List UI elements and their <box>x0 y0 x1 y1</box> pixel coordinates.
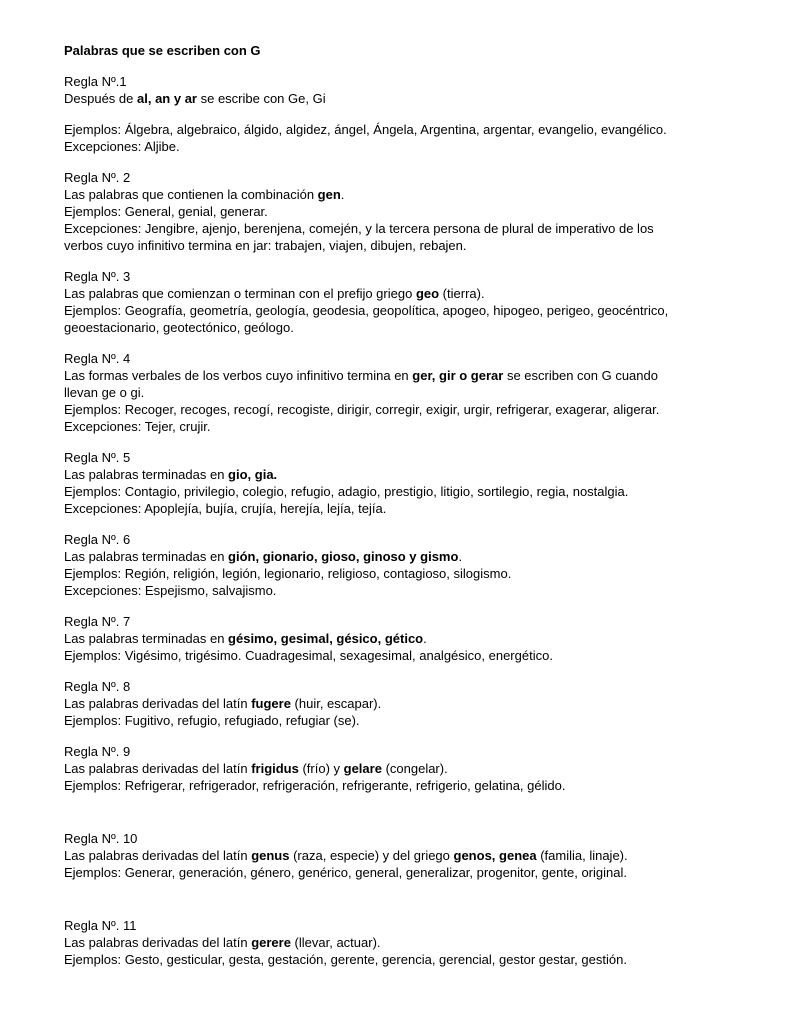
text-segment: Regla Nº. 9 <box>64 744 131 759</box>
text-line <box>64 917 741 934</box>
text-line <box>64 466 741 483</box>
text-segment: Ejemplos: Gesto, gesticular, gesta, gestación, gerente, gerencia, gerencial, gestor gestar, gestión. <box>64 952 627 967</box>
bold-text-segment: fugere <box>251 696 291 711</box>
text-line <box>64 712 741 729</box>
text-segment: llevan ge o gi. <box>64 385 145 400</box>
rule-4 <box>64 350 741 435</box>
text-line <box>64 830 741 847</box>
text-segment: Regla Nº. 11 <box>64 918 137 933</box>
text-segment: Las palabras terminadas en <box>64 631 229 646</box>
text-segment: . <box>458 549 463 564</box>
text-segment: Ejemplos: Recoger, recoges, recogí, recogiste, dirigir, corregir, exigir, urgir, refrigerar, exagerar, aligerar. <box>64 402 660 417</box>
text-line <box>64 760 741 777</box>
text-segment: geoestacionario, geotectónico, geólogo. <box>64 320 294 335</box>
text-segment: Ejemplos: Región, religión, legión, legionario, religioso, contagioso, silogismo. <box>64 566 512 581</box>
text-line <box>64 186 741 203</box>
text-line <box>64 138 741 155</box>
text-segment: Excepciones: Apoplejía, bujía, crujía, herejía, lejía, tejía. <box>64 501 387 516</box>
text-segment: Las palabras derivadas del latín <box>64 935 252 950</box>
text-segment: (huir, escapar). <box>290 696 382 711</box>
text-line <box>64 418 741 435</box>
text-line <box>64 678 741 695</box>
text-segment: (congelar). <box>381 761 448 776</box>
text-line <box>64 237 741 254</box>
text-segment: Ejemplos: Contagio, privilegio, colegio, refugio, adagio, prestigio, litigio, sortilegio, regia, nostalgia. <box>64 484 629 499</box>
text-segment: Excepciones: Aljibe. <box>64 139 180 154</box>
text-segment: (raza, especie) y del griego <box>289 848 454 863</box>
rules-list <box>64 73 741 968</box>
text-segment: Las palabras derivadas del latín <box>64 848 252 863</box>
text-line <box>64 319 741 336</box>
bold-text-segment: al, an y ar <box>137 91 197 106</box>
text-segment: Las palabras terminadas en <box>64 549 229 564</box>
text-line <box>64 695 741 712</box>
text-line <box>64 121 741 138</box>
bold-text-segment: genos, genea <box>453 848 537 863</box>
text-segment: Regla Nº. 8 <box>64 679 131 694</box>
text-line <box>64 777 741 794</box>
text-segment: Excepciones: Jengibre, ajenjo, berenjena, comején, y la tercera persona de plural de imperativo de los <box>64 221 654 236</box>
text-segment: (tierra). <box>439 286 485 301</box>
text-line <box>64 220 741 237</box>
text-segment: (frío) y <box>298 761 344 776</box>
text-line <box>64 847 741 864</box>
text-segment: Ejemplos: Refrigerar, refrigerador, refrigeración, refrigerante, refrigerio, gelatina, gélido. <box>64 778 566 793</box>
text-line <box>64 500 741 517</box>
bold-text-segment: geo <box>415 286 440 301</box>
bold-text-segment: ger, gir o gerar <box>412 368 504 383</box>
text-segment: Ejemplos: Fugitivo, refugio, refugiado, refugiar (se). <box>64 713 360 728</box>
text-line <box>64 582 741 599</box>
text-segment: Excepciones: Espejismo, salvajismo. <box>64 583 277 598</box>
bold-text-segment: genus <box>251 848 290 863</box>
rule-11 <box>64 917 741 968</box>
rule-9 <box>64 743 741 794</box>
text-line <box>64 401 741 418</box>
text-segment: Ejemplos: Generar, generación, género, genérico, general, generalizar, progenitor, gente, original. <box>64 865 627 880</box>
text-segment: Regla Nº. 7 <box>64 614 131 629</box>
text-segment: (llevar, actuar). <box>290 935 381 950</box>
text-line <box>64 548 741 565</box>
bold-text-segment: gión, gionario, gioso, ginoso y gismo <box>228 549 459 564</box>
text-line <box>64 951 741 968</box>
text-line <box>64 90 741 107</box>
rule-2 <box>64 169 741 254</box>
text-segment: Las palabras derivadas del latín <box>64 761 252 776</box>
text-line <box>64 630 741 647</box>
bold-text-segment: gerere <box>251 935 291 950</box>
text-segment: Excepciones: Tejer, crujir. <box>64 419 211 434</box>
bold-text-segment: gio, gia. <box>228 467 278 482</box>
rule-8 <box>64 678 741 729</box>
text-line <box>64 350 741 367</box>
text-line <box>64 864 741 881</box>
text-line <box>64 285 741 302</box>
text-segment: Ejemplos: Vigésimo, trigésimo. Cuadragesimal, sexagesimal, analgésico, energético. <box>64 648 553 663</box>
rule-5 <box>64 449 741 517</box>
text-segment: Las palabras que contienen la combinación <box>64 187 318 202</box>
bold-text-segment: gelare <box>343 761 382 776</box>
document-title: Palabras que se escriben con G <box>64 43 261 58</box>
bold-text-segment: gen <box>317 187 341 202</box>
text-segment: Regla Nº. 2 <box>64 170 131 185</box>
text-line <box>64 934 741 951</box>
text-segment: Ejemplos: General, genial, generar. <box>64 204 268 219</box>
text-line <box>64 483 741 500</box>
text-line <box>64 367 741 384</box>
text-line <box>64 302 741 319</box>
rule-7 <box>64 613 741 664</box>
text-line <box>64 613 741 630</box>
text-segment: se escriben con G cuando <box>503 368 658 383</box>
text-line <box>64 203 741 220</box>
text-line <box>64 743 741 760</box>
text-segment: se escribe con Ge, Gi <box>196 91 326 106</box>
text-segment: Las formas verbales de los verbos cuyo infinitivo termina en <box>64 368 413 383</box>
text-line <box>64 565 741 582</box>
text-line <box>64 73 741 90</box>
text-segment: Regla Nº. 3 <box>64 269 131 284</box>
rule-1 <box>64 73 741 107</box>
text-segment: Ejemplos: Álgebra, algebraico, álgido, algidez, ángel, Ángela, Argentina, argentar, evangelio, evangélico. <box>64 122 667 137</box>
text-segment: . <box>340 187 345 202</box>
text-segment: Ejemplos: Geografía, geometría, geología, geodesia, geopolítica, apogeo, hipogeo, perigeo, geocéntrico, <box>64 303 669 318</box>
bold-text-segment: frigidus <box>251 761 299 776</box>
text-segment: Regla Nº.1 <box>64 74 127 89</box>
text-segment: (familia, linaje). <box>536 848 628 863</box>
text-segment: Regla Nº. 10 <box>64 831 138 846</box>
rule-6 <box>64 531 741 599</box>
text-segment: Después de <box>64 91 137 106</box>
text-line <box>64 449 741 466</box>
text-segment: Regla Nº. 4 <box>64 351 131 366</box>
text-line <box>64 384 741 401</box>
text-segment: Las palabras derivadas del latín <box>64 696 252 711</box>
bold-text-segment: gésimo, gesimal, gésico, gético <box>228 631 424 646</box>
text-line <box>64 169 741 186</box>
text-segment: Regla Nº. 5 <box>64 450 131 465</box>
text-line <box>64 647 741 664</box>
rule-1-examples <box>64 121 741 155</box>
text-segment: . <box>423 631 427 646</box>
text-line <box>64 268 741 285</box>
rule-3 <box>64 268 741 336</box>
rule-10 <box>64 830 741 881</box>
text-segment: verbos cuyo infinitivo termina en jar: trabajen, viajen, dibujen, rebajen. <box>64 238 467 253</box>
text-segment: Las palabras terminadas en <box>64 467 229 482</box>
text-segment: Regla Nº. 6 <box>64 532 131 547</box>
text-segment: Las palabras que comienzan o terminan con el prefijo griego <box>64 286 416 301</box>
text-line <box>64 531 741 548</box>
